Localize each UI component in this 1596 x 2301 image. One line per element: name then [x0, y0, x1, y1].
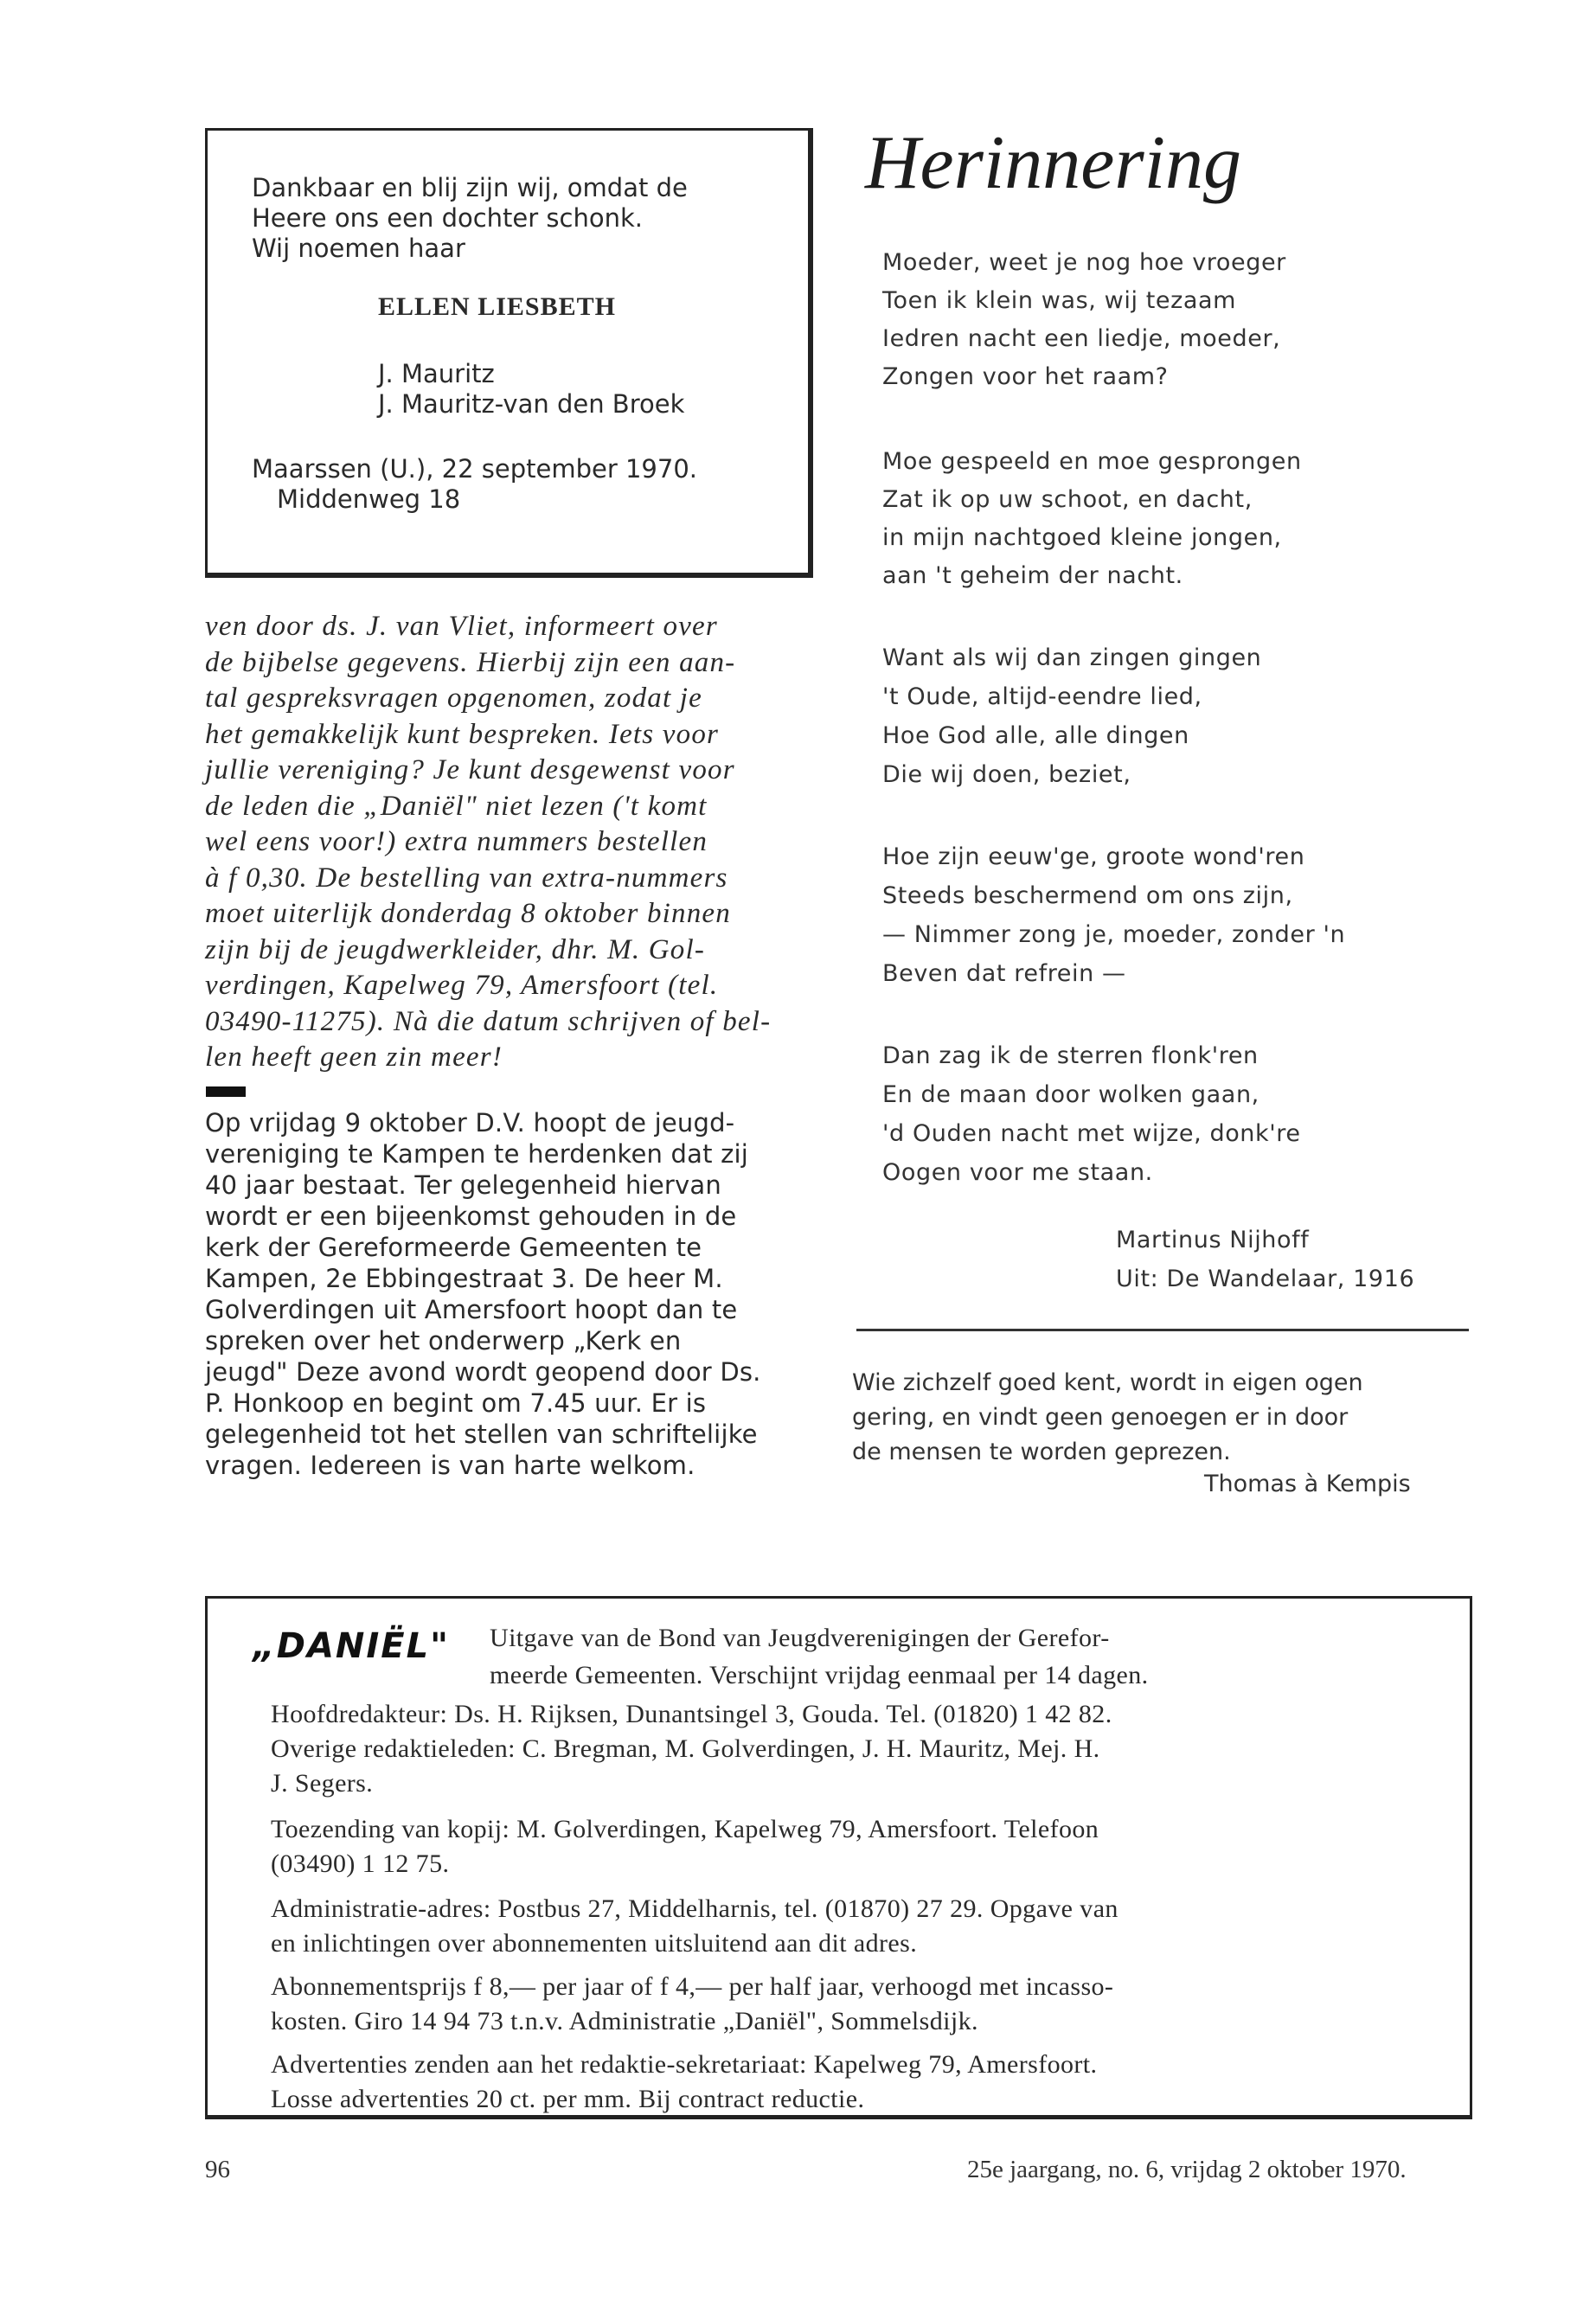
poem-line: in mijn nachtgoed kleine jongen, [882, 524, 1282, 551]
address: Middenweg 18 [277, 484, 461, 514]
poem-line: Toen ik klein was, wij tezaam [882, 287, 1237, 314]
colophon-line: Toezending van kopij: M. Golverdingen, Kapelweg 79, Amersfoort. Telefoon [271, 1815, 1099, 1843]
birth-line: Wij noemen haar [252, 234, 465, 263]
poem-line: Dan zag ik de sterren flonk'ren [882, 1042, 1259, 1069]
poem-line: Beven dat refrein — [882, 960, 1126, 987]
notice-line: spreken over het onderwerp „Kerk en [205, 1326, 682, 1356]
notice-line: gelegenheid tot het stellen van schriftelijke [205, 1420, 758, 1449]
notice-line: Golverdingen uit Amersfoort hoopt dan te [205, 1295, 738, 1324]
italic-line: 03490-11275). Nà die datum schrijven of bel- [205, 1005, 772, 1037]
poem-line: Iedren nacht een liedje, moeder, [882, 325, 1281, 352]
italic-line: de leden die „Daniël" niet lezen ('t komt [205, 790, 708, 822]
poem-line: Zongen voor het raam? [882, 363, 1169, 390]
italic-line: tal gespreksvragen opgenomen, zodat je [205, 683, 703, 714]
italic-line: verdingen, Kapelweg 79, Amersfoort (tel. [205, 970, 719, 1001]
italic-line: à f 0,30. De bestelling van extra-nummers [205, 862, 728, 894]
colophon-line: (03490) 1 12 75. [271, 1849, 450, 1878]
colophon-intro-line: meerde Gemeenten. Verschijnt vrijdag eenmaal per 14 dagen. [490, 1661, 1149, 1689]
poem-line: aan 't geheim der nacht. [882, 562, 1183, 589]
poem-stanza [882, 448, 1302, 600]
notice-line: Op vrijdag 9 oktober D.V. hoopt de jeugd- [205, 1108, 735, 1138]
poem-line: — Nimmer zong je, moeder, zonder 'n [882, 921, 1346, 948]
notice-line: jeugd" Deze avond wordt geopend door Ds. [205, 1357, 761, 1387]
section-marker [206, 1086, 246, 1097]
colophon-line: Administratie-adres: Postbus 27, Middelharnis, tel. (01870) 27 29. Opgave van [271, 1894, 1118, 1923]
poem-stanza [882, 249, 1286, 401]
poem-line: Zat ik op uw schoot, en dacht, [882, 486, 1253, 513]
issue-info: 25e jaargang, no. 6, vrijdag 2 oktober 1970. [967, 2156, 1407, 2183]
notice-line: kerk der Gereformeerde Gemeenten te [205, 1233, 702, 1262]
poem-line: Hoe God alle, alle dingen [882, 722, 1189, 749]
notice-line: wordt er een bijeenkomst gehouden in de [205, 1202, 737, 1231]
poem-line: Steeds beschermend om ons zijn, [882, 882, 1293, 909]
poem-line: Hoe zijn eeuw'ge, groote wond'ren [882, 843, 1305, 870]
italic-line: jullie vereniging? Je kunt desgewenst voor [205, 754, 735, 785]
poem-stanza [882, 1042, 1301, 1198]
notice-line: Kampen, 2e Ebbingestraat 3. De heer M. [205, 1264, 723, 1293]
colophon-line: Hoofdredakteur: Ds. H. Rijksen, Dunantsingel 3, Gouda. Tel. (01820) 1 42 82. [271, 1700, 1112, 1728]
notice-line: vragen. Iedereen is van harte welkom. [205, 1451, 695, 1480]
italic-line: ven door ds. J. van Vliet, informeert over [205, 611, 718, 642]
italic-line: de bijbelse gegevens. Hierbij zijn een aan- [205, 646, 736, 678]
poem-title: Herinnering [865, 121, 1242, 205]
birth-line: Heere ons een dochter schonk. [252, 203, 643, 233]
poem-line: Moe gespeeld en moe gesprongen [882, 448, 1302, 475]
notice-line: 40 jaar bestaat. Ter gelegenheid hiervan [205, 1170, 721, 1200]
baby-name: ELLEN LIESBETH [378, 292, 616, 321]
divider [856, 1329, 1469, 1331]
notice-paragraph [205, 1108, 819, 1482]
colophon-intro-line: Uitgave van de Bond van Jeugdverenigingen der Gerefor- [490, 1624, 1110, 1652]
italic-line: len heeft geen zin meer! [205, 1042, 503, 1073]
colophon-line: en inlichtingen over abonnementen uitsluitend aan dit adres. [271, 1929, 918, 1958]
place-date: Maarssen (U.), 22 september 1970. [252, 454, 698, 484]
parent-name: J. Mauritz-van den Broek [378, 389, 685, 419]
poem-line: Moeder, weet je nog hoe vroeger [882, 249, 1286, 276]
colophon-line: kosten. Giro 14 94 73 t.n.v. Administratie „Daniël", Sommelsdijk. [271, 2007, 978, 2035]
colophon-line: Overige redaktieleden: C. Bregman, M. Golverdingen, J. H. Mauritz, Mej. H. [271, 1734, 1100, 1763]
poem-line: Die wij doen, beziet, [882, 761, 1131, 788]
colophon-line: Abonnementsprijs f 8,— per jaar of f 4,— per half jaar, verhoogd met incasso- [271, 1972, 1114, 2001]
daniel-logo: „DANIËL" [253, 1626, 450, 1666]
poem-line: Oogen voor me staan. [882, 1159, 1153, 1186]
colophon-line: Losse advertenties 20 ct. per mm. Bij contract reductie. [271, 2085, 865, 2113]
poem-line: 'd Ouden nacht met wijze, donk're [882, 1120, 1301, 1147]
poem-line: 't Oude, altijd-eendre lied, [882, 683, 1202, 710]
poem-author: Martinus Nijhoff [1116, 1227, 1310, 1253]
italic-paragraph [205, 611, 819, 1078]
italic-line: wel eens voor!) extra nummers bestellen [205, 826, 708, 857]
poem-stanza [882, 644, 1261, 800]
notice-line: P. Honkoop en begint om 7.45 uur. Er is [205, 1388, 707, 1418]
colophon-line: Advertenties zenden aan het redaktie-sekretariaat: Kapelweg 79, Amersfoort. [271, 2050, 1098, 2079]
quote-line: de mensen te worden geprezen. [852, 1439, 1231, 1465]
quote-line: Wie zichzelf goed kent, wordt in eigen ogen [852, 1369, 1363, 1396]
quote-author: Thomas à Kempis [1204, 1471, 1411, 1497]
parent-name: J. Mauritz [378, 359, 495, 388]
birth-line: Dankbaar en blij zijn wij, omdat de [252, 173, 688, 202]
quote [852, 1369, 1363, 1473]
page-number: 96 [205, 2156, 230, 2183]
colophon-line: J. Segers. [271, 1769, 374, 1798]
poem-line: Want als wij dan zingen gingen [882, 644, 1262, 671]
italic-line: zijn bij de jeugdwerkleider, dhr. M. Gol- [205, 933, 706, 965]
quote-line: gering, en vindt geen genoegen er in door [852, 1404, 1349, 1431]
italic-line: moet uiterlijk donderdag 8 oktober binnen [205, 898, 731, 929]
poem-source: Uit: De Wandelaar, 1916 [1116, 1266, 1415, 1292]
poem-line: En de maan door wolken gaan, [882, 1081, 1259, 1108]
notice-line: vereniging te Kampen te herdenken dat zij [205, 1139, 749, 1169]
italic-line: het gemakkelijk kunt bespreken. Iets voor [205, 718, 720, 750]
poem-stanza [882, 843, 1345, 999]
